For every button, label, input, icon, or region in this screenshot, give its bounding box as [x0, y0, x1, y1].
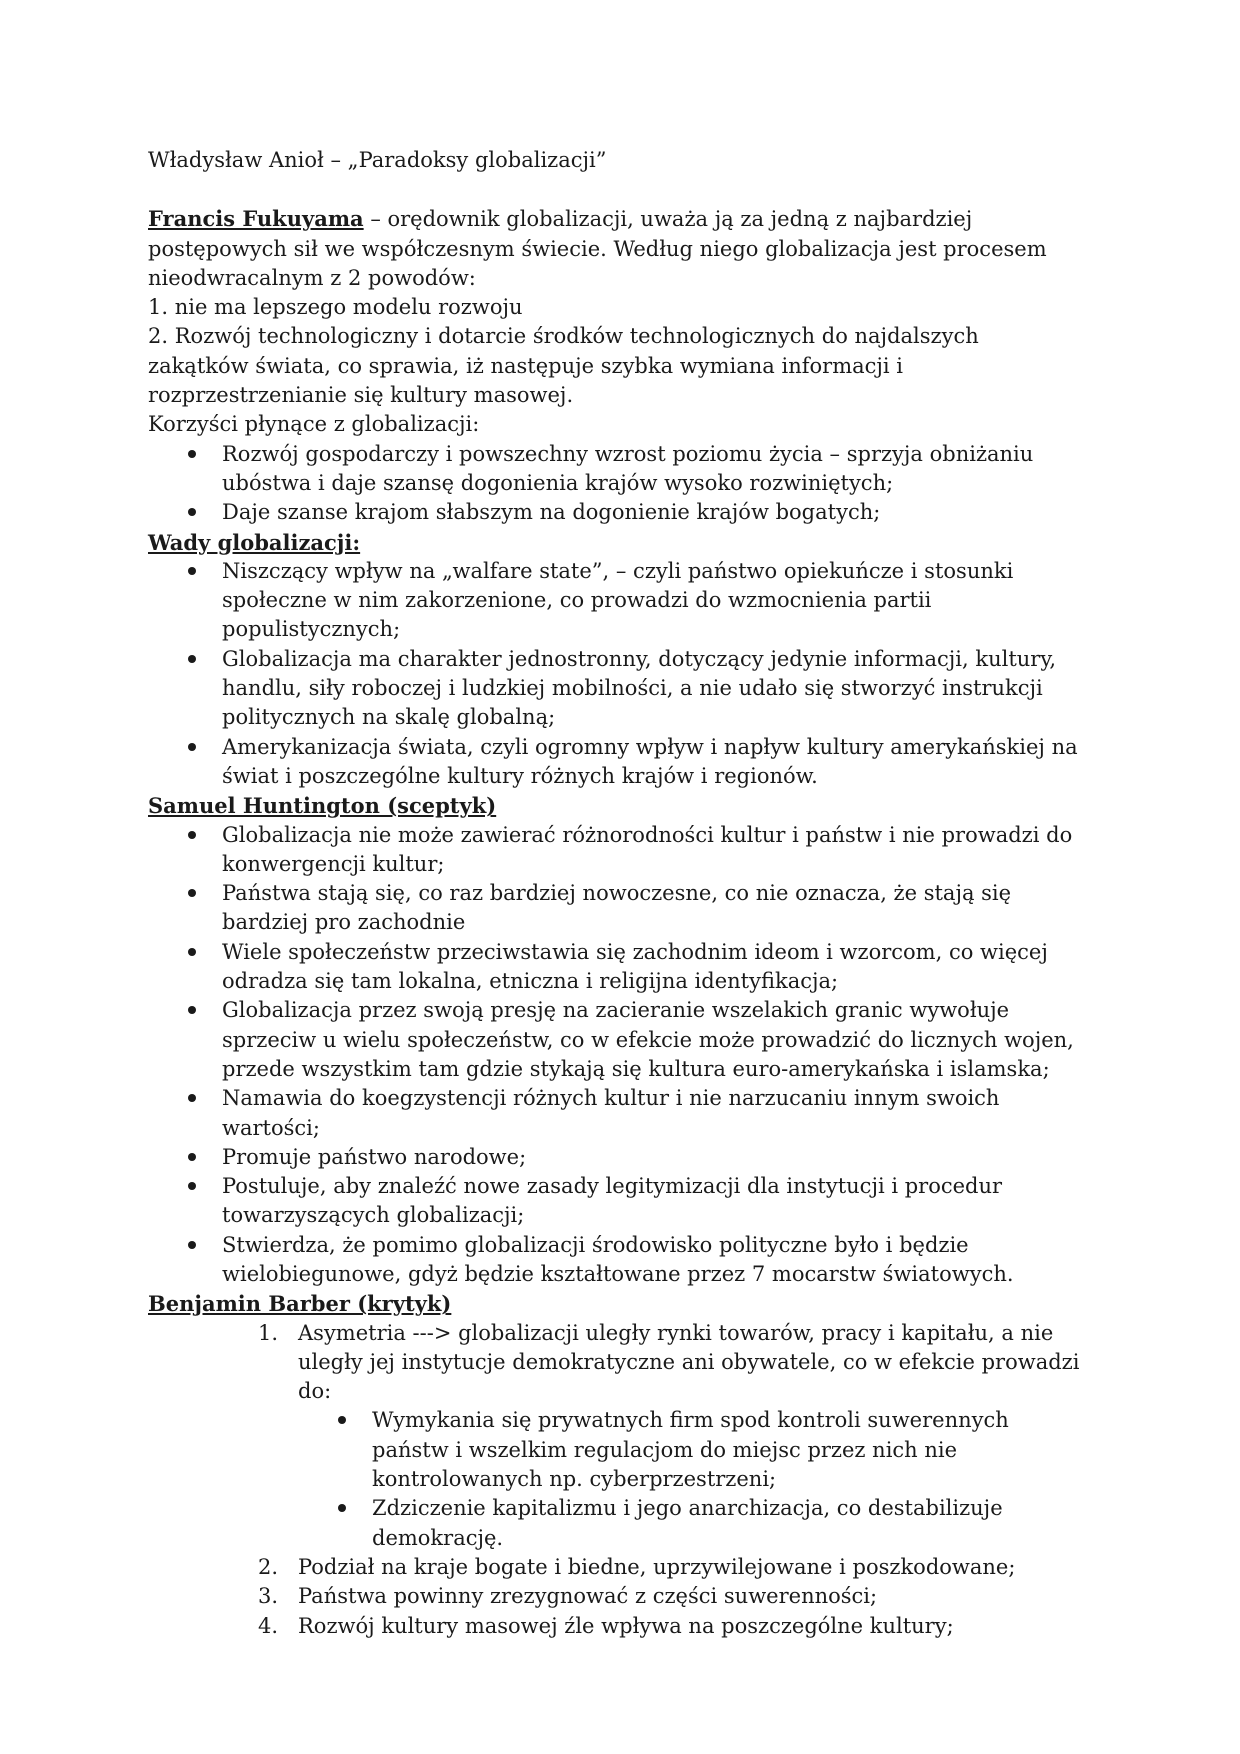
list-item: Amerykanizacja świata, czyli ogromny wpływ i napływ kultury amerykańskiej na świat i poszczególne kultury różnych krajów i regionów.: [222, 733, 1080, 792]
item-text: Asymetria ---> globalizacji uległy rynki towarów, pracy i kapitału, a nie uległy jej instytucje demokratyczne ani obywatele, co w efekcie prowadzi do:: [298, 1320, 1080, 1404]
list-item: Stwierdza, że pomimo globalizacji środowisko polityczne było i będzie wielobiegunowe, gdyż będzie kształtowane przez 7 mocarstw światowych.: [222, 1231, 1080, 1290]
item-text: Podział na kraje bogate i biedne, uprzywilejowane i poszkodowane;: [298, 1554, 1016, 1579]
numbered-item: [258, 1319, 1080, 1553]
list-item: Zdziczenie kapitalizmu i jego anarchizacja, co destabilizuje demokrację.: [372, 1494, 1080, 1553]
document-title: Władysław Anioł – „Paradoksy globalizacji”: [148, 148, 607, 172]
list-item: Daje szanse krajom słabszym na dogonienie krajów bogatych;: [222, 498, 1080, 527]
numbered-item: [258, 1582, 1080, 1611]
list-item: Globalizacja przez swoją presję na zacieranie wszelakich granic wywołuje sprzeciw u wielu społeczeństw, co w efekcie może prowadzić do licznych wojen, przede wszystkim tam gdzie stykają się kultura euro-amerykańska i islamska;: [222, 996, 1080, 1084]
item-number: 4.: [258, 1613, 279, 1638]
list-item: Rozwój gospodarczy i powszechny wzrost poziomu życia – sprzyja obniżaniu ubóstwa i daje szansę dogonienia krajów wysoko rozwiniętych;: [222, 440, 1080, 499]
fukuyama-paragraph: [148, 204, 1080, 293]
item-number: 3.: [258, 1584, 279, 1609]
list-item: Wiele społeczeństw przeciwstawia się zachodnim ideom i wzorcom, co więcej odradza się tam lokalna, etniczna i religijna identyfikacja;: [222, 938, 1080, 997]
list-item: Namawia do koegzystencji różnych kultur i nie narzucaniu innym swoich wartości;: [222, 1084, 1080, 1143]
item-number: 2.: [258, 1554, 279, 1579]
numbered-item: [258, 1553, 1080, 1582]
fukuyama-reason-1: 1. nie ma lepszego modelu rozwoju: [148, 295, 523, 320]
barber-list: [148, 1319, 1080, 1641]
item-text: Państwa powinny zrezygnować z części suwerenności;: [298, 1584, 878, 1609]
drawbacks-heading: Wady globalizacji:: [148, 529, 361, 555]
huntington-list: [148, 821, 1080, 1290]
barber-sub-list: [298, 1406, 1080, 1552]
drawbacks-list: [148, 557, 1080, 791]
benefits-label: Korzyści płynące z globalizacji:: [148, 412, 480, 437]
numbered-item: [258, 1612, 1080, 1641]
fukuyama-heading: Francis Fukuyama: [148, 206, 364, 232]
barber-heading: Benjamin Barber (krytyk): [148, 1291, 452, 1317]
list-item: Niszczący wpływ na „walfare state”, – czyli państwo opiekuńcze i stosunki społeczne w nim zakorzenione, co prowadzi do wzmocnienia partii populistycznych;: [222, 557, 1080, 645]
list-item: Wymykania się prywatnych firm spod kontroli suwerennych państw i wszelkim regulacjom do miejsc przez nich nie kontrolowanych np. cyberprzestrzeni;: [372, 1406, 1080, 1494]
list-item: Państwa stają się, co raz bardziej nowoczesne, co nie oznacza, że stają się bardziej pro zachodnie: [222, 879, 1080, 938]
fukuyama-intro: – orędownik globalizacji, uważa ją za jedną z najbardziej postępowych sił we współczesnym świecie. Według niego globalizacja jest procesem nieodwracalnym z 2 powodów:: [148, 207, 1047, 290]
list-item: Globalizacja nie może zawierać różnorodności kultur i państw i nie prowadzi do konwergencji kultur;: [222, 821, 1080, 880]
benefits-list: [148, 440, 1080, 528]
fukuyama-reason-2: 2. Rozwój technologiczny i dotarcie środków technologicznych do najdalszych zakątków świata, co sprawia, iż następuje szybka wymiana informacji i rozprzestrzenianie się kultury masowej.: [148, 324, 979, 408]
item-number: 1.: [258, 1320, 279, 1345]
huntington-heading: Samuel Huntington (sceptyk): [148, 793, 497, 819]
list-item: Globalizacja ma charakter jednostronny, dotyczący jedynie informacji, kultury, handlu, siły roboczej i ludzkiej mobilności, a nie udało się stworzyć instrukcji politycznych na skalę globalną;: [222, 645, 1080, 733]
list-item: Promuje państwo narodowe;: [222, 1143, 1080, 1172]
list-item: Postuluje, aby znaleźć nowe zasady legitymizacji dla instytucji i procedur towarzyszących globalizacji;: [222, 1172, 1080, 1231]
item-text: Rozwój kultury masowej źle wpływa na poszczególne kultury;: [298, 1613, 954, 1638]
